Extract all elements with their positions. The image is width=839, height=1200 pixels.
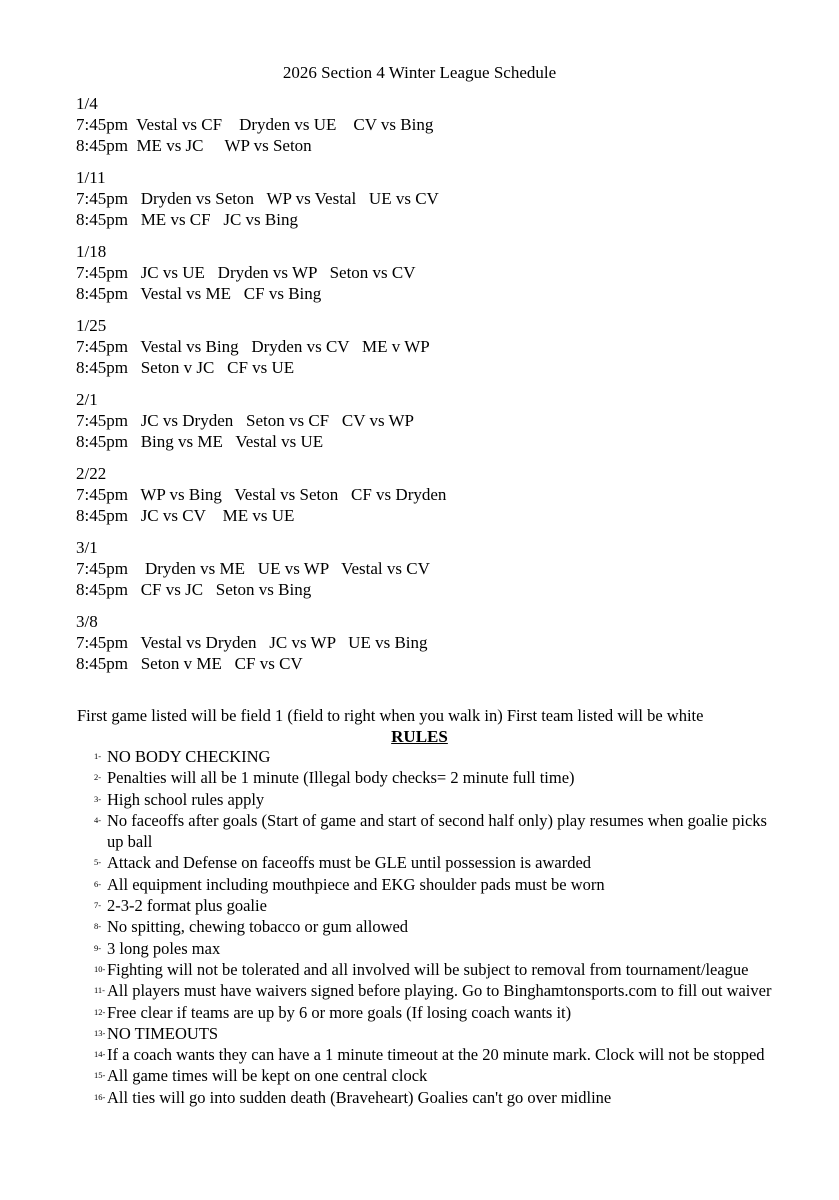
week-block xyxy=(76,463,776,526)
rule-number: 2- xyxy=(94,772,102,783)
rule-number: 16- xyxy=(94,1091,106,1102)
rule-text: 2-3-2 format plus goalie xyxy=(107,896,267,916)
week-block xyxy=(76,93,776,156)
game-slot: 7:45pm Dryden vs ME UE vs WP Vestal vs CV xyxy=(76,559,430,578)
rule-number: 4- xyxy=(94,814,102,825)
week-block xyxy=(76,241,776,304)
week-block xyxy=(76,537,776,600)
game-slot: 8:45pm CF vs JC Seton vs Bing xyxy=(76,580,312,599)
rule-item xyxy=(94,789,774,810)
rule-text: 3 long poles max xyxy=(107,938,221,958)
rule-text: All equipment including mouthpiece and EKG shoulder pads must be worn xyxy=(107,874,605,894)
rule-text: NO TIMEOUTS xyxy=(107,1023,219,1043)
game-slot: 8:45pm ME vs JC WP vs Seton xyxy=(76,136,312,155)
game-slot: 7:45pm Dryden vs Seton WP vs Vestal UE vs CV xyxy=(76,189,439,208)
week-date: 1/11 xyxy=(76,168,106,187)
rule-item xyxy=(94,1044,774,1065)
game-slot: 7:45pm Vestal vs Bing Dryden vs CV ME v WP xyxy=(76,337,430,356)
game-slot: 8:45pm ME vs CF JC vs Bing xyxy=(76,210,298,229)
rule-item xyxy=(94,916,774,937)
rule-number: 15- xyxy=(94,1070,106,1081)
rule-item xyxy=(94,980,774,1001)
rule-number: 10- xyxy=(94,963,106,974)
rule-item xyxy=(94,746,774,767)
week-date: 1/18 xyxy=(76,242,107,261)
rule-item xyxy=(94,852,774,873)
game-slot: 7:45pm Vestal vs Dryden JC vs WP UE vs Bing xyxy=(76,633,428,652)
rule-number: 14- xyxy=(94,1049,106,1060)
rule-number: 8- xyxy=(94,921,102,932)
rule-number: 11- xyxy=(94,985,106,996)
game-slot: 7:45pm JC vs UE Dryden vs WP Seton vs CV xyxy=(76,263,416,282)
game-slot: 8:45pm Seton v JC CF vs UE xyxy=(76,358,295,377)
week-date: 3/8 xyxy=(76,612,98,631)
field-note: First game listed will be field 1 (field to right when you walk in) First team listed will be white xyxy=(77,706,704,725)
rule-text: Attack and Defense on faceoffs must be GLE until possession is awarded xyxy=(107,853,592,873)
rule-text: No faceoffs after goals (Start of game and start of second half only) play resumes when goalie picks up ball xyxy=(107,810,767,852)
game-slot: 8:45pm Bing vs ME Vestal vs UE xyxy=(76,432,324,451)
rule-item xyxy=(94,1087,774,1108)
game-slot: 7:45pm Vestal vs CF Dryden vs UE CV vs Bing xyxy=(76,115,434,134)
rule-item xyxy=(94,767,774,788)
rule-text: If a coach wants they can have a 1 minute timeout at the 20 minute mark. Clock will not be stopped xyxy=(107,1045,765,1065)
rule-number: 3- xyxy=(94,793,102,804)
rule-item xyxy=(94,938,774,959)
rule-text: Free clear if teams are up by 6 or more goals (If losing coach wants it) xyxy=(107,1002,572,1022)
week-block xyxy=(76,611,776,674)
rule-text: No spitting, chewing tobacco or gum allowed xyxy=(107,917,409,937)
rule-text: All players must have waivers signed before playing. Go to Binghamtonsports.com to fill out waiver xyxy=(107,981,772,1001)
week-date: 2/1 xyxy=(76,390,98,409)
week-block xyxy=(76,167,776,230)
rule-item xyxy=(94,1023,774,1044)
rule-text: High school rules apply xyxy=(107,789,265,809)
rule-number: 6- xyxy=(94,878,102,889)
rules-list xyxy=(94,746,774,1108)
document-title: 2026 Section 4 Winter League Schedule xyxy=(282,63,557,82)
rule-number: 7- xyxy=(94,900,102,911)
rule-text: Fighting will not be tolerated and all involved will be subject to removal from tournament/league xyxy=(107,959,749,979)
week-block xyxy=(76,315,776,378)
rule-number: 1- xyxy=(94,751,102,761)
rule-text: All ties will go into sudden death (Braveheart) Goalies can't go over midline xyxy=(107,1087,612,1107)
schedule-list xyxy=(76,93,776,685)
week-date: 2/22 xyxy=(76,464,107,483)
game-slot: 7:45pm WP vs Bing Vestal vs Seton CF vs Dryden xyxy=(76,485,447,504)
game-slot: 8:45pm JC vs CV ME vs UE xyxy=(76,506,295,525)
week-date: 1/4 xyxy=(76,94,98,113)
week-date: 1/25 xyxy=(76,316,107,335)
rule-number: 5- xyxy=(94,857,102,868)
rule-text: Penalties will all be 1 minute (Illegal body checks= 2 minute full time) xyxy=(107,768,575,788)
rule-text: NO BODY CHECKING xyxy=(107,747,271,766)
rule-item xyxy=(94,810,774,853)
rule-item xyxy=(94,1002,774,1023)
game-slot: 8:45pm Vestal vs ME CF vs Bing xyxy=(76,284,322,303)
rules-heading: RULES xyxy=(391,727,448,746)
rule-item xyxy=(94,1065,774,1086)
rule-item xyxy=(94,895,774,916)
rule-number: 13- xyxy=(94,1027,106,1038)
rule-number: 12- xyxy=(94,1006,106,1017)
game-slot: 8:45pm Seton v ME CF vs CV xyxy=(76,654,303,673)
week-block xyxy=(76,389,776,452)
week-date: 3/1 xyxy=(76,538,98,557)
rule-number: 9- xyxy=(94,942,102,953)
rule-text: All game times will be kept on one central clock xyxy=(107,1066,428,1086)
rule-item xyxy=(94,874,774,895)
game-slot: 7:45pm JC vs Dryden Seton vs CF CV vs WP xyxy=(76,411,414,430)
rule-item xyxy=(94,959,774,980)
